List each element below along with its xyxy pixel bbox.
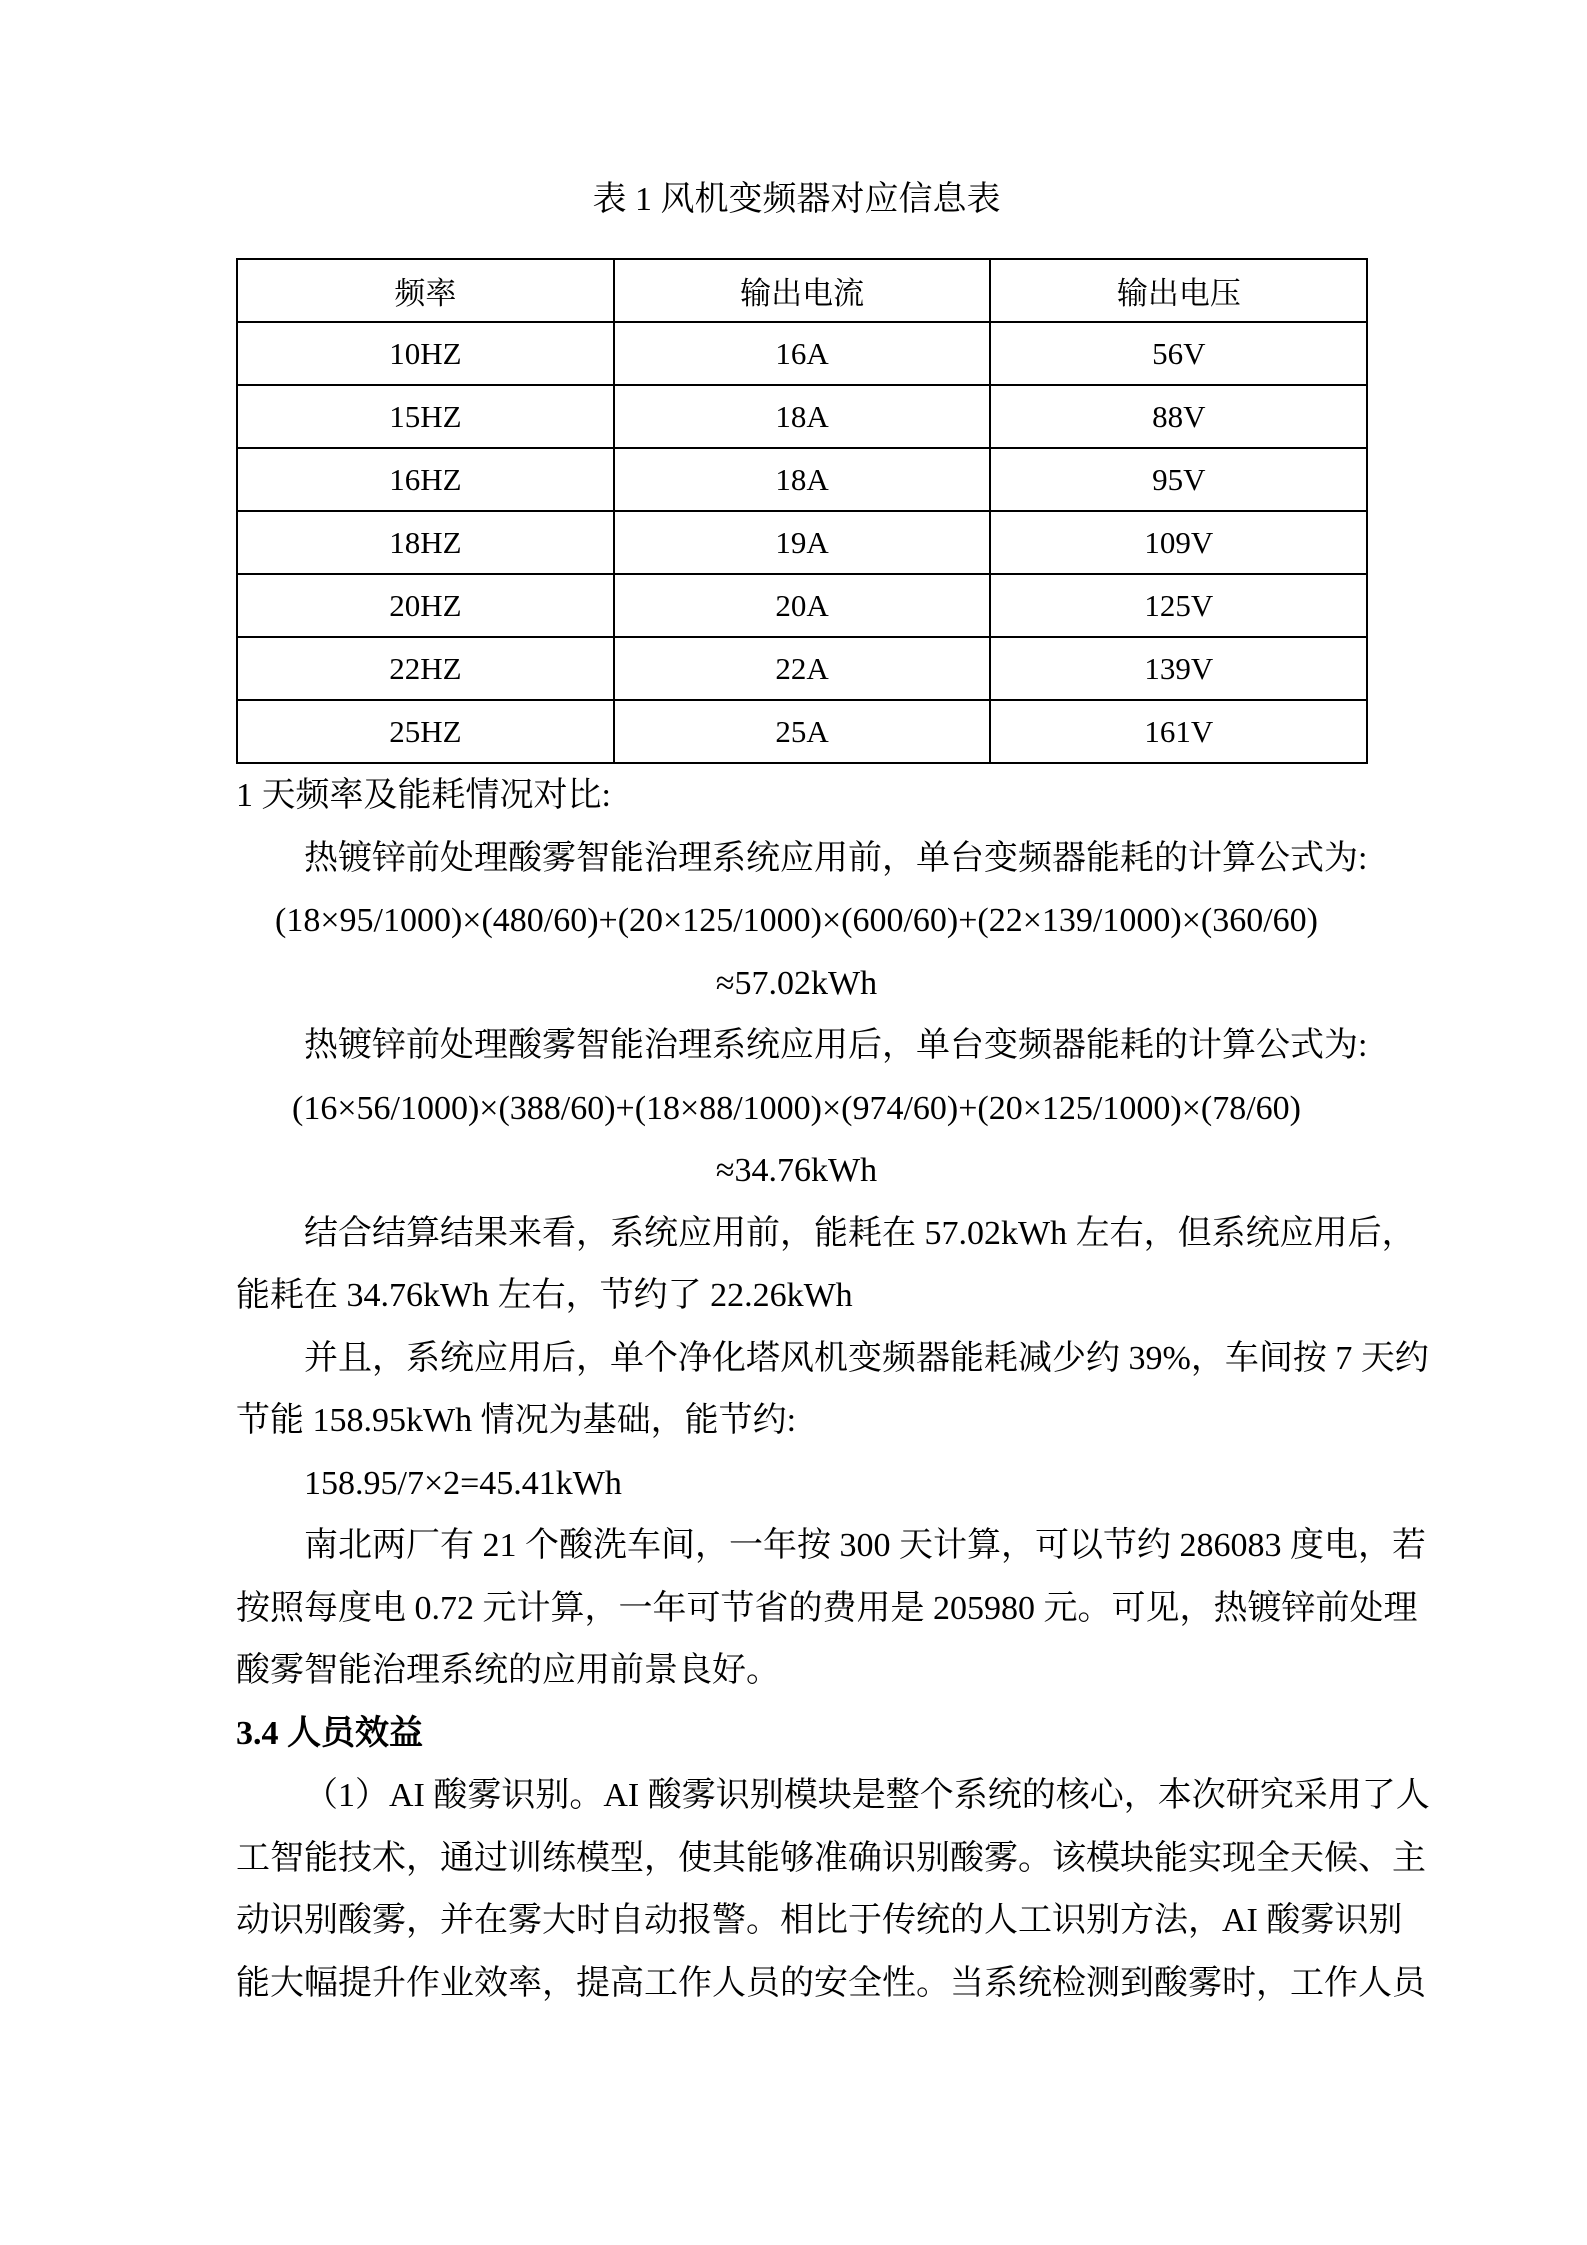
text-line: 热镀锌前处理酸雾智能治理系统应用后，单台变频器能耗的计算公式为: [304,1027,1368,1064]
body-text [236,765,1430,2015]
formula-line: (18×95/1000)×(480/60)+(20×125/1000)×(600/60)+(22×139/1000)×(360/60) [275,902,1318,939]
table-cell: 18HZ [237,511,614,574]
table-cell: 95V [990,448,1367,511]
text-line: 按照每度电 0.72 元计算，一年可节省的费用是 205980 元。可见，热镀锌前处理 [236,1589,1418,1627]
table-row [237,385,1367,448]
section-heading: 3.4 人员效益 [236,1714,423,1752]
table-cell: 125V [990,574,1367,637]
text-line: 结合结算结果来看，系统应用前，能耗在 57.02kWh 左右，但系统应用后， [304,1214,1416,1252]
table-row [237,448,1367,511]
table-row [237,700,1367,763]
table-row [237,637,1367,700]
table-cell: 18A [614,448,991,511]
text-line: 南北两厂有 21 个酸洗车间，一年按 300 天计算，可以节约 286083 度电，若 [304,1527,1426,1564]
table-row [237,322,1367,385]
text-line: 节能 158.95kWh 情况为基础，能节约: [236,1402,797,1439]
table-cell: 22HZ [237,637,614,700]
table-cell: 88V [990,385,1367,448]
text-line: 能耗在 34.76kWh 左右，节约了 22.26kWh [236,1277,853,1314]
text-line: 热镀锌前处理酸雾智能治理系统应用前，单台变频器能耗的计算公式为: [304,839,1368,877]
table-cell: 16A [614,322,991,385]
text-line: （1）AI 酸雾识别。AI 酸雾识别模块是整个系统的核心，本次研究采用了人 [304,1777,1430,1814]
table-cell: 15HZ [237,385,614,448]
table-cell: 20HZ [237,574,614,637]
table-cell: 161V [990,700,1367,763]
table-header-cell: 输出电压 [990,259,1367,322]
text-line: 工智能技术，通过训练模型，使其能够准确识别酸雾。该模块能实现全天候、主 [236,1839,1426,1877]
table-header-cell: 输出电流 [614,259,991,322]
text-line: 酸雾智能治理系统的应用前景良好。 [236,1652,780,1689]
table-cell: 16HZ [237,448,614,511]
table-cell: 22A [614,637,991,700]
table-row [237,574,1367,637]
table-header-row [237,259,1367,322]
text-line: 1 天频率及能耗情况对比: [236,777,611,814]
formula-line: 158.95/7×2=45.41kWh [304,1464,622,1502]
data-table [236,258,1368,764]
table-cell: 56V [990,322,1367,385]
formula-result: ≈34.76kWh [715,1152,878,1189]
formula-line: (16×56/1000)×(388/60)+(18×88/1000)×(974/60)+(20×125/1000)×(78/60) [292,1089,1301,1127]
formula-result: ≈57.02kWh [715,964,878,1002]
text-line: 动识别酸雾，并在雾大时自动报警。相比于传统的人工识别方法，AI 酸雾识别 [236,1902,1403,1939]
table-cell: 20A [614,574,991,637]
table-cell: 139V [990,637,1367,700]
table-cell: 19A [614,511,991,574]
table-caption: 表 1 风机变频器对应信息表 [592,181,1001,218]
text-line: 能大幅提升作业效率，提高工作人员的安全性。当系统检测到酸雾时，工作人员 [236,1964,1426,2002]
table-row [237,511,1367,574]
table-cell: 10HZ [237,322,614,385]
table-cell: 25A [614,700,991,763]
table-cell: 25HZ [237,700,614,763]
table-header-cell: 频率 [237,259,614,322]
table-cell: 18A [614,385,991,448]
table-cell: 109V [990,511,1367,574]
text-line: 并且，系统应用后，单个净化塔风机变频器能耗减少约 39%，车间按 7 天约 [304,1339,1429,1377]
